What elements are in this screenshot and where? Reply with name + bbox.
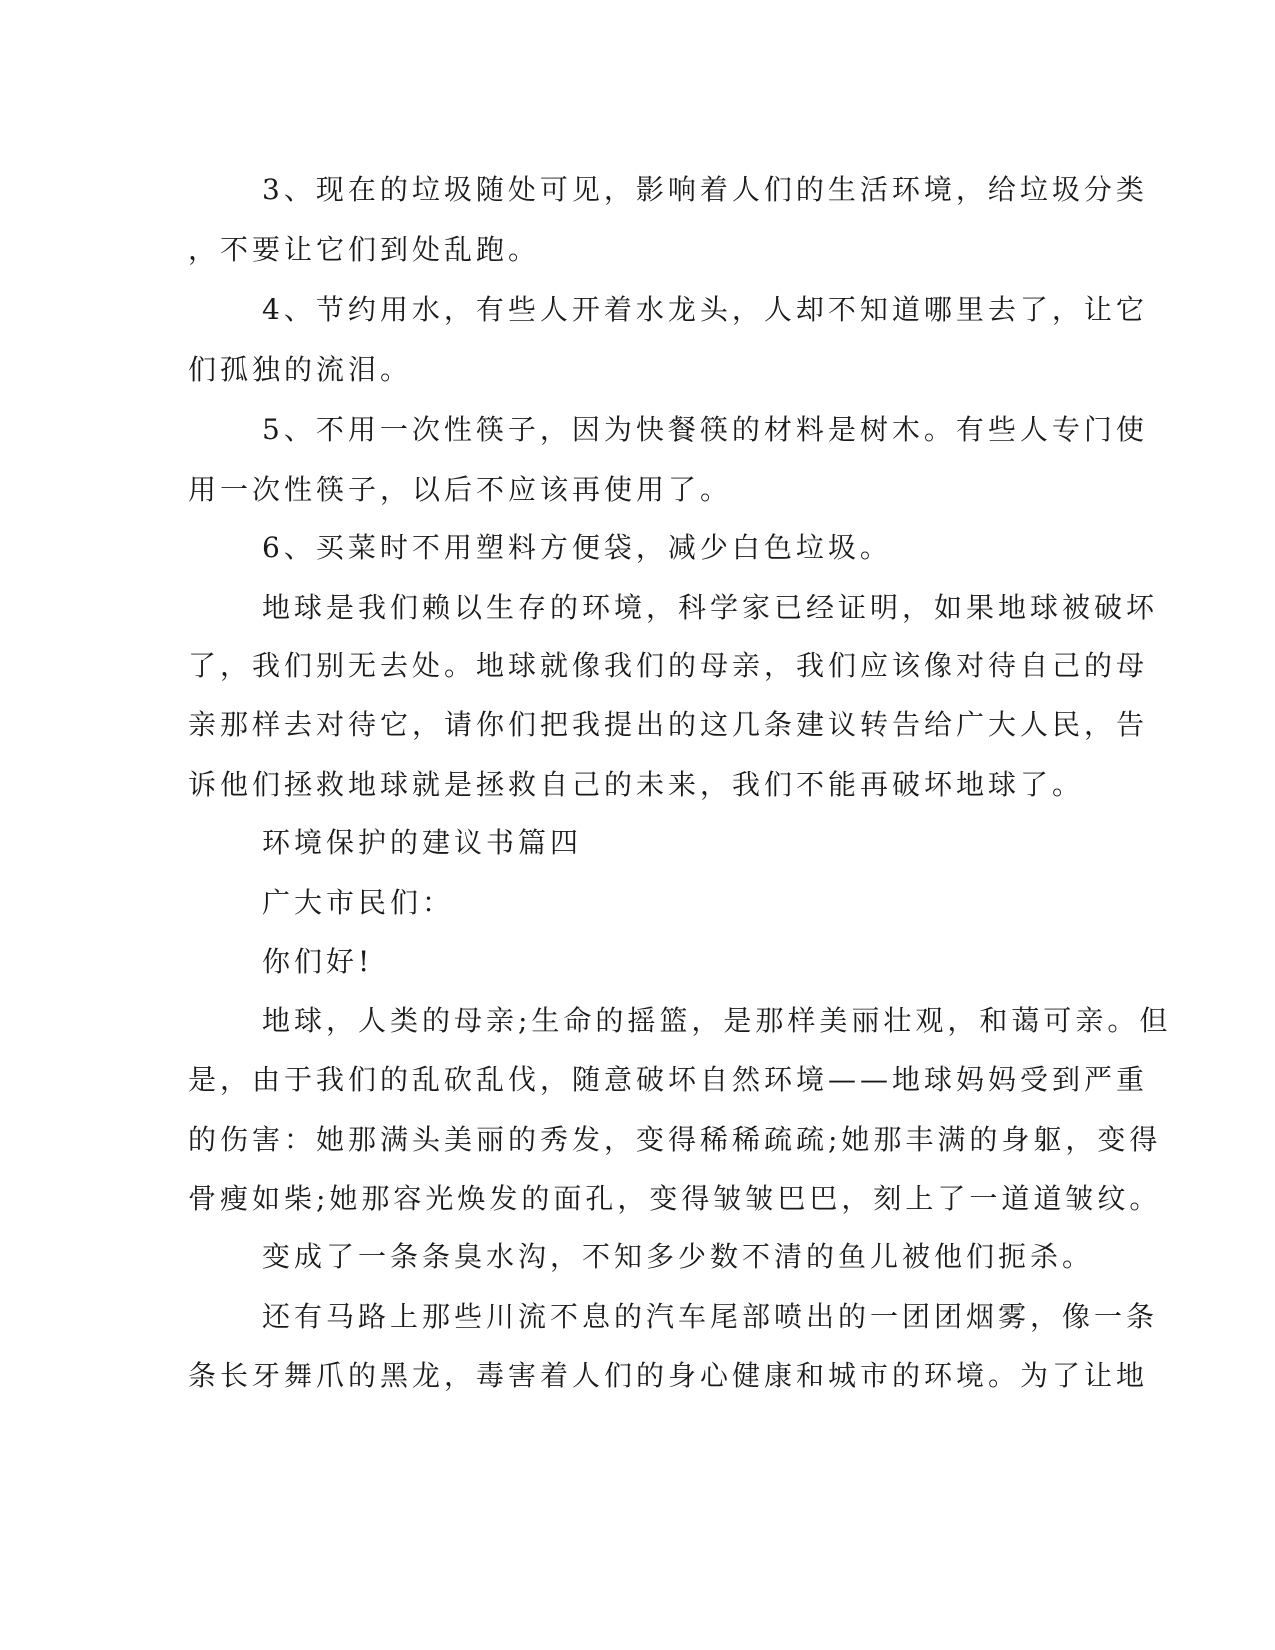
paragraph-line: ，不要让它们到处乱跑。	[188, 233, 541, 266]
paragraph-line: 用一次性筷子，以后不应该再使用了。	[188, 473, 733, 506]
section-heading: 环境保护的建议书篇四	[262, 826, 583, 859]
paragraph-line: 是，由于我们的乱砍乱伐，随意破坏自然环境——地球妈妈受到严重	[188, 1063, 1149, 1096]
paragraph-line: 了，我们别无去处。地球就像我们的母亲，我们应该像对待自己的母	[188, 649, 1149, 682]
paragraph-line: 亲那样去对待它，请你们把我提出的这几条建议转告给广大人民，告	[188, 708, 1149, 741]
paragraph-line: 6、买菜时不用塑料方便袋，减少白色垃圾。	[262, 531, 892, 564]
paragraph-line: 3、现在的垃圾随处可见，影响着人们的生活环境，给垃圾分类	[262, 173, 1148, 206]
paragraph-line: 变成了一条条臭水沟，不知多少数不清的鱼儿被他们扼杀。	[262, 1240, 1095, 1273]
paragraph-line: 地球，人类的母亲;生命的摇篮，是那样美丽壮观，和蔼可亲。但	[262, 1004, 1172, 1037]
greeting: 你们好!	[262, 945, 374, 978]
paragraph-line: 们孤独的流泪。	[188, 353, 413, 386]
paragraph-line: 还有马路上那些川流不息的汽车尾部喷出的一团团烟雾，像一条	[262, 1300, 1159, 1333]
salutation: 广大市民们：	[262, 886, 455, 919]
paragraph-line: 5、不用一次性筷子，因为快餐筷的材料是树木。有些人专门使	[262, 413, 1148, 446]
paragraph-line: 条长牙舞爪的黑龙，毒害着人们的身心健康和城市的环境。为了让地	[188, 1359, 1149, 1392]
paragraph-line: 的伤害：她那满头美丽的秀发，变得稀稀疏疏;她那丰满的身躯，变得	[188, 1123, 1162, 1156]
paragraph-line: 骨瘦如柴;她那容光焕发的面孔，变得皱皱巴巴，刻上了一道道皱纹。	[188, 1182, 1162, 1215]
paragraph-line: 4、节约用水，有些人开着水龙头，人却不知道哪里去了，让它	[262, 293, 1148, 326]
paragraph-line: 地球是我们赖以生存的环境，科学家已经证明，如果地球被破坏	[262, 591, 1159, 624]
paragraph-line: 诉他们拯救地球就是拯救自己的未来，我们不能再破坏地球了。	[188, 768, 1085, 801]
